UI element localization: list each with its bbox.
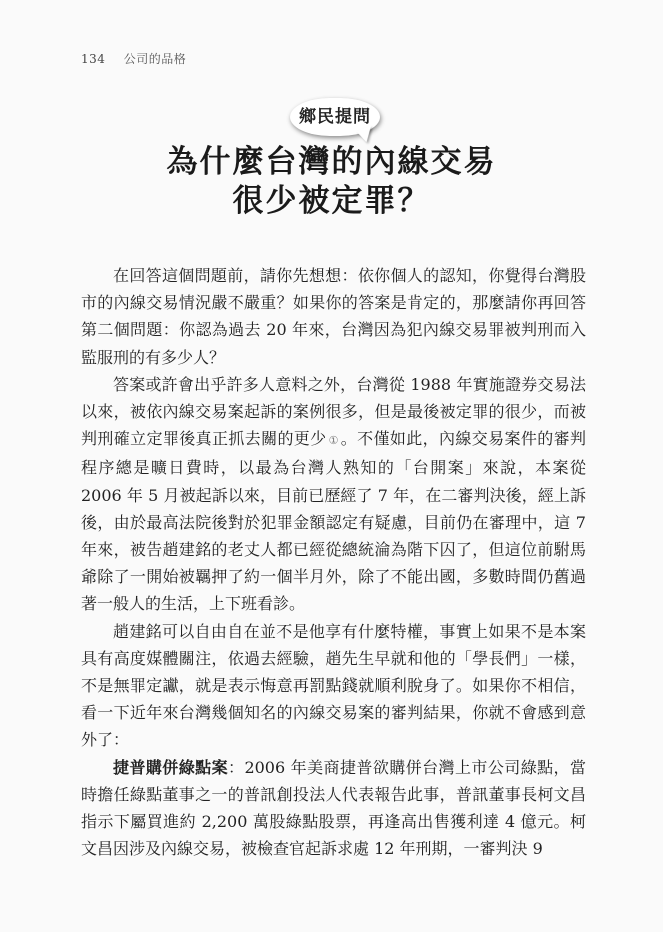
footnote-marker: ① bbox=[328, 434, 339, 448]
running-header bbox=[81, 50, 186, 67]
paragraph-4 bbox=[81, 754, 586, 863]
body-text bbox=[81, 262, 586, 862]
page-number: 134 bbox=[81, 52, 106, 66]
paragraph-4-text: ：2006 年美商捷普欲購併台灣上市公司綠點，當時擔任綠點董事之一的普訊創投法人代表報告此事，普訊董事長柯文昌指示下屬買進約 2,200 萬股綠點股票，再逢高出售獲利達 4 億元。柯文昌因涉及內線交易，被檢查官起訴求處 12 年刑期，一審判決 9 bbox=[81, 757, 586, 859]
chapter-title bbox=[0, 143, 663, 221]
section-tag-bubble: 鄉民提問 bbox=[290, 98, 380, 136]
case-heading: 捷普購併綠點案 bbox=[113, 757, 229, 777]
paragraph-3: 趙建銘可以自由自在並不是他享有什麼特權，事實上如果不是本案具有高度媒體關注，依過去經驗，趙先生早就和他的「學長們」一樣，不是無罪定讞，就是表示悔意再罰點錢就順利脫身了。如果你不相信，看一下近年來台灣幾個知名的內線交易案的審判結果，你就不會感到意外了： bbox=[81, 621, 586, 750]
chapter-title-line-1: 為什麼台灣的內線交易 bbox=[166, 144, 497, 180]
paragraph-1: 在回答這個問題前，請你先想想：依你個人的認知，你覺得台灣股市的內線交易情況嚴不嚴重？如果你的答案是肯定的，那麼請你再回答第二個問題：你認為過去 20 年來，台灣因為犯內線交易罪被判刑而入監服刑的有多少人？ bbox=[81, 266, 586, 367]
chapter-title-line-2: 很少被定罪？ bbox=[232, 183, 431, 219]
book-title: 公司的品格 bbox=[123, 52, 187, 66]
paragraph-2 bbox=[81, 371, 586, 618]
paragraph-2-text-a: 答案或許會出乎許多人意料之外，台灣從 1988 年實施證券交易法以來，被依內線交易案起訴的案例很多，但是最後被定罪的很少，而被判刑確立定罪後真正抓去關的更少 bbox=[81, 374, 586, 449]
paragraph-2-text-b: 。不僅如此，內線交易案件的審判程序總是曠日費時，以最為台灣人熟知的「台開案」來說，本案從 2006 年 5 月被起訴以來，目前已歷經了 7 年，在二審判決後，經上訴後，由於最高法院後對於犯罪金額認定有疑慮，目前仍在審理中，這 7 年來，被告趙建銘的老丈人都已經從總統淪為階下囚了，但這位前駙馬爺除了一開始被羈押了約一個半月外，除了不能出國，多數時間仍舊過著一般人的生活，上下班看診。 bbox=[81, 429, 586, 614]
